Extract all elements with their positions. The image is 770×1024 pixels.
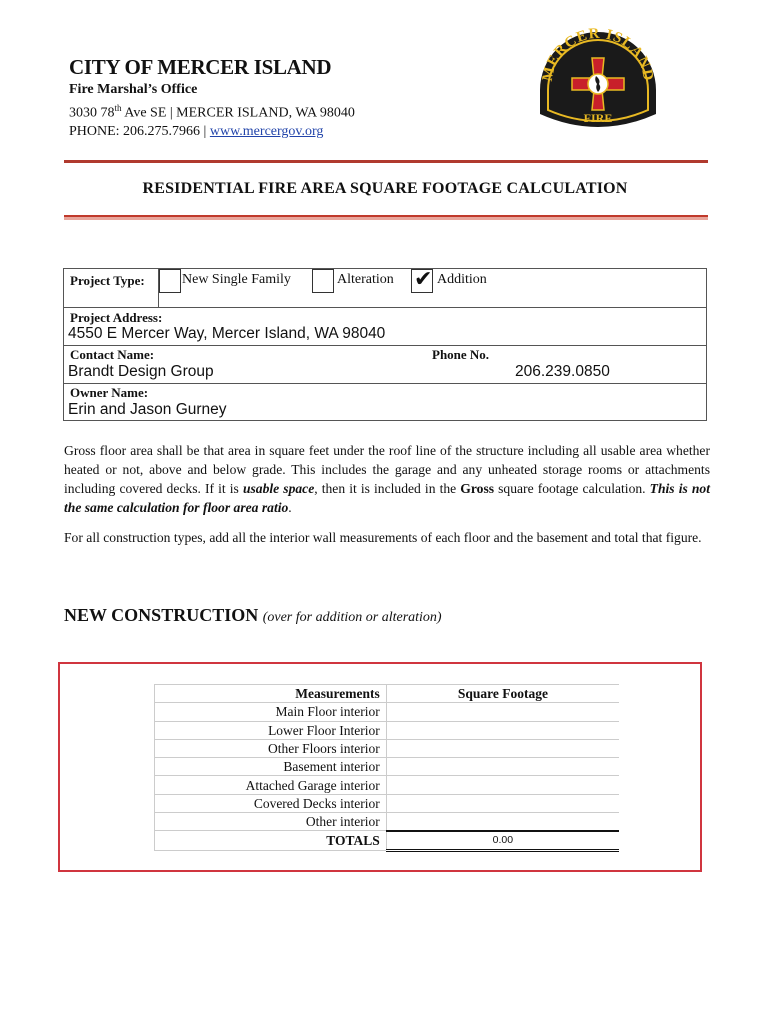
address <box>69 99 355 123</box>
para-emphasis: usable space <box>242 481 315 496</box>
option-alteration-label: Alteration <box>337 272 394 287</box>
para-text: Gross floor area shall be that area in square feet under the roof line of the structure including all usable area whether heated or not, above and below grade. This includes the garage and any unheated storage rooms or attachments including covered decks. If it is <box>64 443 710 496</box>
owner-name-field[interactable]: Erin and Jason Gurney <box>68 401 227 418</box>
table-row <box>155 758 620 776</box>
project-info-box <box>63 268 707 421</box>
phone-field[interactable]: 206.239.0850 <box>515 363 610 380</box>
row-label: Basement interior <box>155 758 387 776</box>
option-new-single-family-label: New Single Family <box>182 272 291 287</box>
checkbox-addition[interactable] <box>411 269 433 293</box>
address-number: 3030 78 <box>69 105 115 121</box>
org-name: CITY OF MERCER ISLAND <box>69 55 332 79</box>
table-row <box>155 703 620 721</box>
section-title <box>64 605 442 626</box>
para-text: square footage calculation. <box>494 481 650 496</box>
gross-area-paragraph <box>64 441 710 517</box>
section-subtitle: (over for addition or alteration) <box>262 610 442 625</box>
para-strong: Gross <box>460 481 495 496</box>
project-type-row <box>64 269 706 308</box>
sqft-input-basement[interactable] <box>386 758 619 776</box>
owner-name-label: Owner Name: <box>70 385 149 400</box>
sqft-input-garage[interactable] <box>386 776 619 794</box>
header-measurements: Measurements <box>155 685 387 703</box>
department-name: Fire Marshal’s Office <box>69 82 198 97</box>
divider <box>64 345 706 346</box>
svg-text:MERCER ISLAND: MERCER ISLAND <box>539 25 657 83</box>
para-text: . <box>288 500 292 515</box>
row-label: Covered Decks interior <box>155 794 387 812</box>
project-address-field[interactable]: 4550 E Mercer Way, Mercer Island, WA 98040 <box>68 325 386 342</box>
project-type-label: Project Type: <box>70 273 145 288</box>
phone-label: Phone No. <box>432 347 490 362</box>
fire-department-badge-icon <box>534 22 662 132</box>
letterhead <box>69 54 355 141</box>
para-text: , then it is included in the <box>314 481 461 496</box>
para-emphasis: This is not the same calculation for floor area ratio <box>64 481 710 515</box>
address-suffix: th <box>114 103 122 113</box>
title-bottom-rule <box>64 215 708 220</box>
sqft-input-lower-floor[interactable] <box>386 721 619 739</box>
calculation-box <box>58 662 702 872</box>
option-addition-label: Addition <box>437 272 487 287</box>
row-label: Lower Floor Interior <box>155 721 387 739</box>
row-label: Main Floor interior <box>155 703 387 721</box>
checkbox-alteration[interactable] <box>312 269 334 293</box>
project-address-label: Project Address: <box>70 310 163 325</box>
check-mark-icon: ✔ <box>414 267 433 292</box>
totals-row <box>155 831 620 851</box>
title-top-rule <box>64 160 708 163</box>
sqft-input-other-floors[interactable] <box>386 739 619 757</box>
website-link[interactable]: www.mercergov.org <box>209 123 324 139</box>
table-row <box>155 739 620 757</box>
row-label: Other Floors interior <box>155 739 387 757</box>
contact-name-label: Contact Name: <box>70 347 155 362</box>
instruction-paragraph: For all construction types, add all the interior wall measurements of each floor and the basement and total that figure. <box>64 530 702 545</box>
address-rest: Ave SE | MERCER ISLAND, WA 98040 <box>121 105 355 121</box>
totals-label: TOTALS <box>155 831 387 851</box>
divider <box>64 383 706 384</box>
section-title-text: NEW CONSTRUCTION <box>64 605 259 625</box>
totals-value: 0.00 <box>386 831 619 851</box>
checkbox-new-single-family[interactable] <box>159 269 181 293</box>
svg-text:FIRE: FIRE <box>583 111 613 125</box>
sqft-input-main-floor[interactable] <box>386 703 619 721</box>
phone-line <box>69 123 355 141</box>
sqft-input-covered-decks[interactable] <box>386 794 619 812</box>
table-header-row <box>155 685 620 703</box>
table-row <box>155 794 620 812</box>
contact-name-field[interactable]: Brandt Design Group <box>68 363 214 380</box>
header-square-footage: Square Footage <box>386 685 619 703</box>
table-row <box>155 813 620 831</box>
row-label: Other interior <box>155 813 387 831</box>
row-label: Attached Garage interior <box>155 776 387 794</box>
table-row <box>155 776 620 794</box>
sqft-input-other[interactable] <box>386 813 619 831</box>
form-title: RESIDENTIAL FIRE AREA SQUARE FOOTAGE CALCULATION <box>142 180 628 197</box>
phone-number: PHONE: 206.275.7966 | <box>69 123 210 139</box>
table-row <box>155 721 620 739</box>
square-footage-table <box>154 684 619 852</box>
